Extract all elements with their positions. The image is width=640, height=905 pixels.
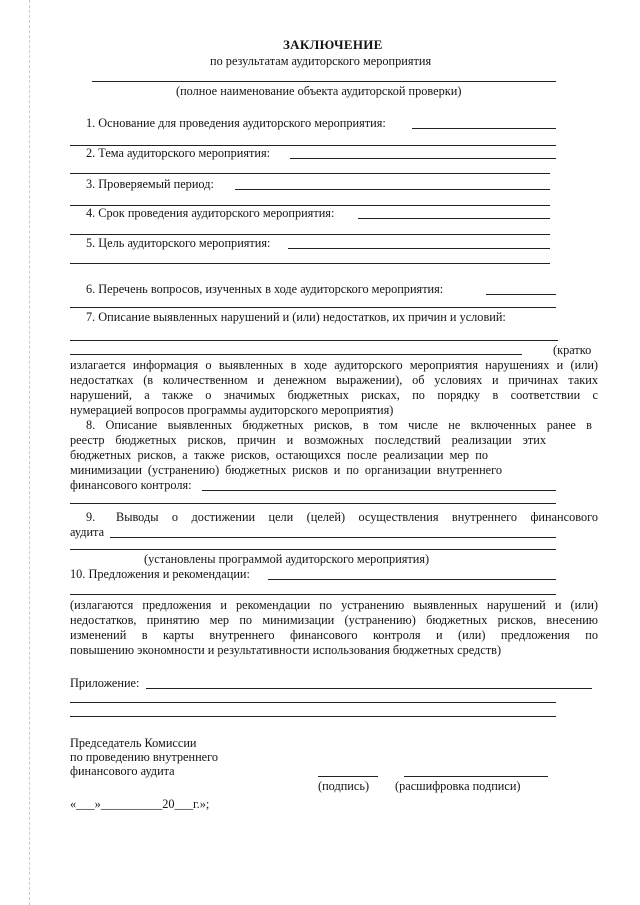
object-name-line [92, 81, 556, 82]
item-9-caption: (установлены программой аудиторского мероприятия) [144, 552, 430, 566]
item-1-label: 1. Основание для проведения аудиторского мероприятия: [86, 116, 386, 130]
item-7-fill-line-2 [70, 354, 522, 355]
item-6-fill-line [486, 294, 556, 295]
chair-line-1: Председатель Комиссии [70, 736, 197, 750]
item-7-note-line-1: излагается информация о выявленных в ходе аудиторского мероприятия нарушениях и (или) [70, 358, 598, 372]
item-6-fill-line-2 [70, 307, 556, 308]
item-4-fill-line-2 [70, 234, 550, 235]
date-line: «___»__________20___г.»; [70, 797, 210, 811]
document-title: ЗАКЛЮЧЕНИЕ [283, 37, 383, 52]
appendix-fill-line-2 [70, 702, 556, 703]
item-9-audit: аудита [70, 525, 105, 539]
item-8-line-3: бюджетных рисков, а также рисков, остающихся после реализации мер по [70, 448, 488, 462]
signature-decode-caption: (расшифровка подписи) [395, 779, 521, 793]
object-name-caption: (полное наименование объекта аудиторской проверки) [176, 84, 462, 98]
item-8-line-2: реестр бюджетных рисков, причин и возможных последствий реализации этих [70, 433, 546, 447]
item-9-fill-line [110, 537, 556, 538]
item-2-fill-line-2 [70, 173, 550, 174]
scan-margin-line [29, 0, 30, 905]
item-5-label: 5. Цель аудиторского мероприятия: [86, 236, 271, 250]
item-2-label: 2. Тема аудиторского мероприятия: [86, 146, 271, 160]
signature-caption: (подпись) [318, 779, 370, 793]
item-10-label: 10. Предложения и рекомендации: [70, 567, 250, 581]
appendix-fill-line-3 [70, 716, 556, 717]
item-8-line-4: минимизации (устранению) бюджетных рисков и по организации внутреннего [70, 463, 502, 477]
item-4-fill-line [358, 218, 550, 219]
item-9-label: Выводы о достижении цели (целей) осуществления внутреннего финансового [116, 510, 598, 524]
item-8-fill-line-2 [70, 503, 556, 504]
item-7-fill-line [70, 340, 558, 341]
item-7-note-line-3: нарушений, а также о значимых бюджетных рисках, по порядку в соответствии с [70, 388, 598, 402]
item-8-fill-line [202, 490, 556, 491]
item-10-note-line-2: недостатков, принятию мер по минимизации (устранению) бюджетных рисков, внесению [70, 613, 598, 627]
item-9-number: 9. [86, 510, 96, 524]
item-10-fill-line-2 [70, 594, 556, 595]
item-1-fill-line [412, 128, 556, 129]
appendix-label: Приложение: [70, 676, 140, 690]
item-10-note-line-4: повышению экономности и результативности использования бюджетных средств) [70, 643, 502, 657]
signature-line [318, 776, 378, 777]
chair-line-3: финансового аудита [70, 764, 175, 778]
item-8-line-5: финансового контроля: [70, 478, 192, 492]
signature-decode-line [404, 776, 548, 777]
item-3-label: 3. Проверяемый период: [86, 177, 214, 191]
item-5-fill-line [288, 248, 550, 249]
item-8-line-1: 8. Описание выявленных бюджетных рисков, в том числе не включенных ранее в [86, 418, 592, 432]
item-7-note-line-4: нумерацией вопросов программы аудиторского мероприятия) [70, 403, 394, 417]
item-4-label: 4. Срок проведения аудиторского мероприятия: [86, 206, 335, 220]
item-10-note-line-1: (излагаются предложения и рекомендации по устранению выявленных нарушений и (или) [70, 598, 598, 612]
item-7-note-line-2: недостатках (в количественном и денежном выражении), об условиях и причинах таких [70, 373, 598, 387]
item-10-note-line-3: изменений в карты внутреннего финансового контроля и (или) предложения по [70, 628, 598, 642]
item-3-fill-line [235, 189, 550, 190]
item-6-label: 6. Перечень вопросов, изученных в ходе аудиторского мероприятия: [86, 282, 444, 296]
item-2-fill-line [290, 158, 556, 159]
item-7-label: 7. Описание выявленных нарушений и (или) недостатков, их причин и условий: [86, 310, 506, 324]
chair-line-2: по проведению внутреннего [70, 750, 219, 764]
document-subtitle: по результатам аудиторского мероприятия [210, 54, 432, 68]
item-7-kratko: (кратко [553, 343, 592, 357]
item-9-fill-line-2 [70, 549, 556, 550]
item-10-fill-line [268, 579, 556, 580]
appendix-fill-line [146, 688, 592, 689]
item-5-fill-line-2 [70, 263, 550, 264]
